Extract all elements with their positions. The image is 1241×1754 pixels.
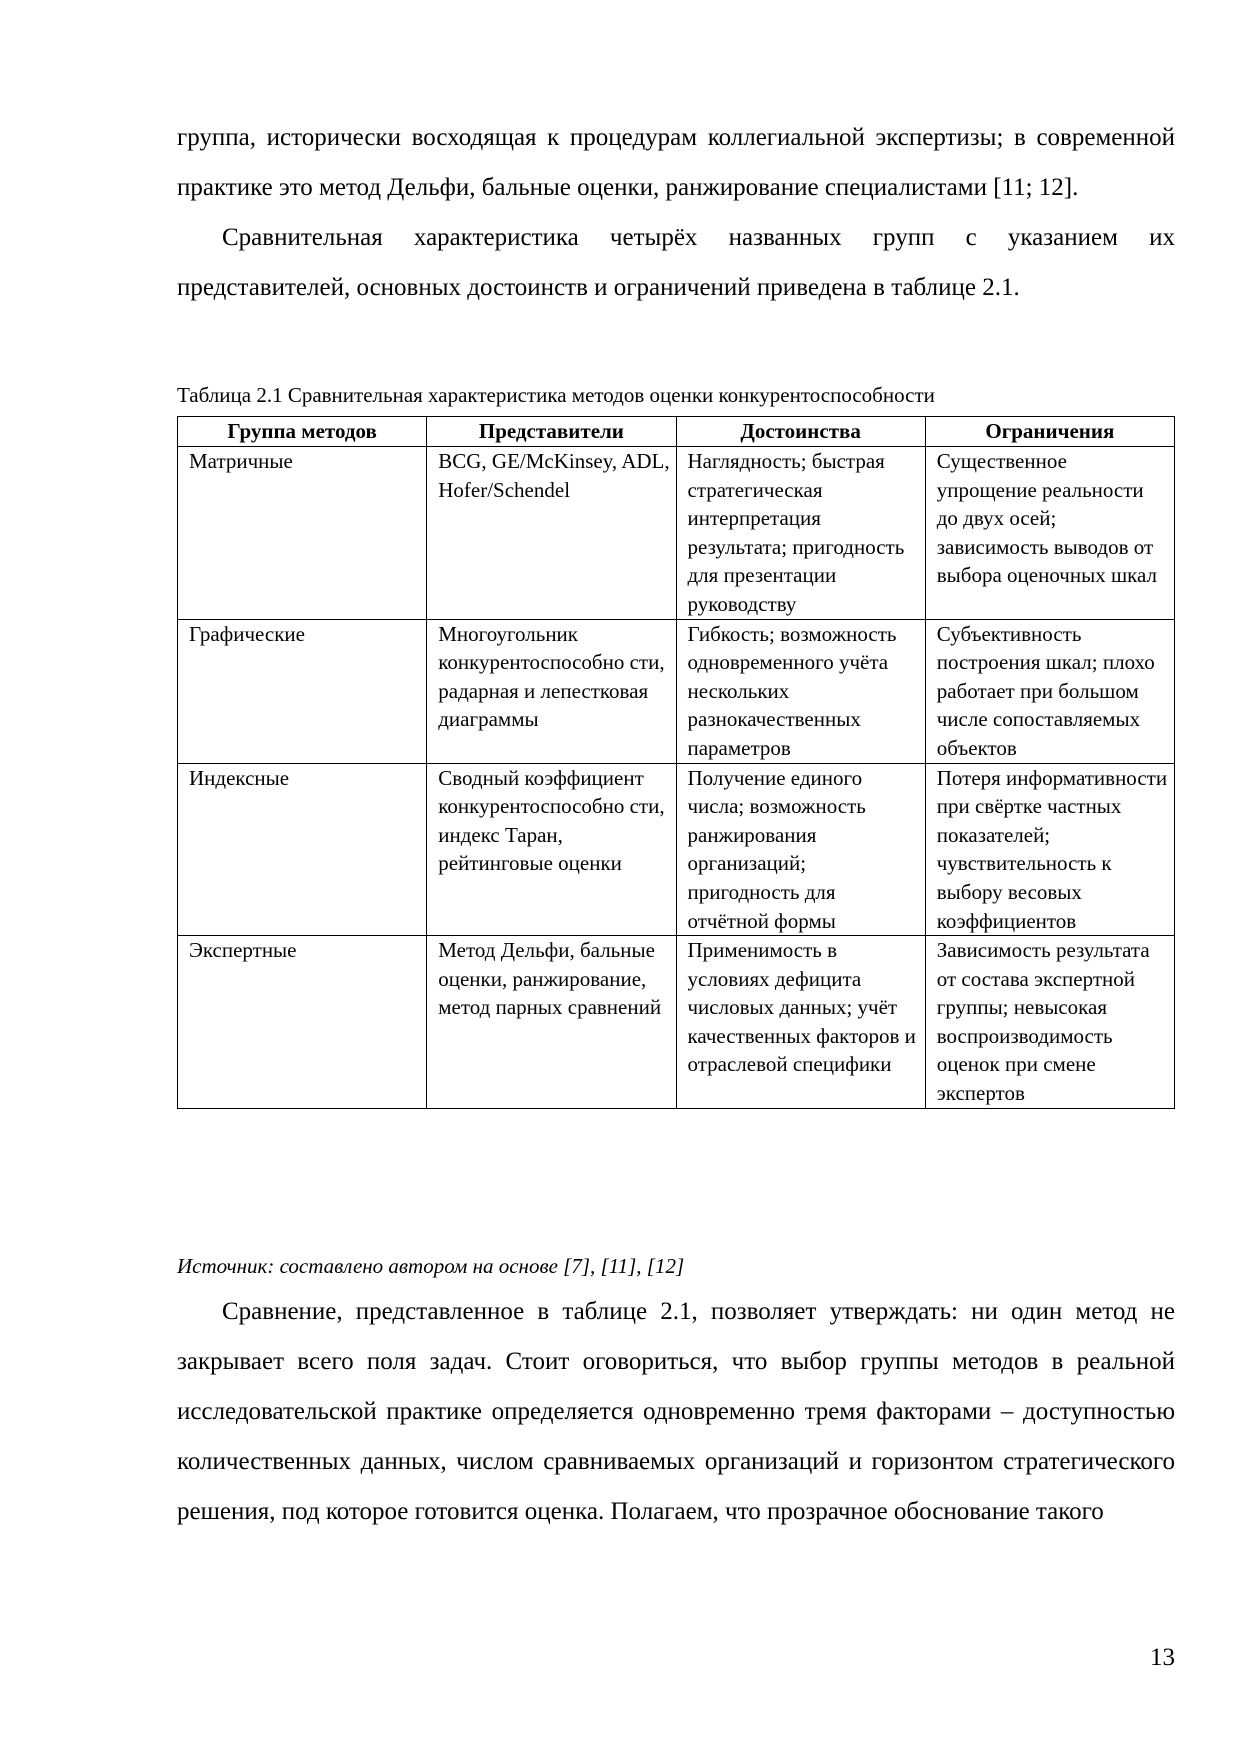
table-cell-advantages: Наглядность; быстрая стратегическая интерпретация результата; пригодность для презентации руководству <box>676 447 925 620</box>
table-header-cell: Ограничения <box>925 417 1174 447</box>
table-header-cell: Представители <box>427 417 676 447</box>
body-text-bottom <box>177 1287 1175 1537</box>
table-row <box>178 936 1175 1109</box>
table-row <box>178 763 1175 936</box>
table-header-row <box>178 417 1175 447</box>
table-cell-group: Графические <box>178 619 427 763</box>
table-cell-representatives: Метод Дельфи, бальные оценки, ранжирование, метод парных сравнений <box>427 936 676 1109</box>
paragraph-conclusion: Сравнение, представленное в таблице 2.1, позволяет утверждать: ни один метод не закрывает всего поля задач. Стоит оговориться, что выбор группы методов в реальной исследовательской практике определяется одновременно тремя факторами – доступностью количественных данных, числом сравниваемых организаций и горизонтом стратегического решения, под которое готовится оценка. Полагаем, что прозрачное обоснование такого <box>177 1298 1175 1525</box>
comparison-table <box>177 416 1175 1109</box>
table-caption: Таблица 2.1 Сравнительная характеристика методов оценки конкурентоспособности <box>177 383 935 407</box>
table-cell-group: Экспертные <box>178 936 427 1109</box>
body-text-top <box>177 113 1175 313</box>
page-number: 13 <box>1150 1644 1175 1671</box>
table-cell-limitations: Потеря информативности при свёртке частных показателей; чувствительность к выбору весовых коэффициентов <box>925 763 1174 936</box>
table-header-cell: Достоинства <box>676 417 925 447</box>
table-cell-advantages: Применимость в условиях дефицита числовых данных; учёт качественных факторов и отраслевой специфики <box>676 936 925 1109</box>
table-cell-group: Индексные <box>178 763 427 936</box>
table-header-cell: Группа методов <box>178 417 427 447</box>
paragraph-intro: Сравнительная характеристика четырёх названных групп с указанием их представителей, основных достоинств и ограничений приведена в таблице 2.1. <box>177 224 1175 301</box>
table-cell-limitations: Субъективность построения шкал; плохо работает при большом числе сопоставляемых объектов <box>925 619 1174 763</box>
table-cell-advantages: Получение единого числа; возможность ранжирования организаций; пригодность для отчётной формы <box>676 763 925 936</box>
table-cell-advantages: Гибкость; возможность одновременного учёта нескольких разнокачественных параметров <box>676 619 925 763</box>
table-row <box>178 619 1175 763</box>
paragraph-continuation: группа, исторически восходящая к процедурам коллегиальной экспертизы; в современной практике это метод Дельфи, бальные оценки, ранжирование специалистами [11; 12]. <box>177 124 1175 201</box>
table-cell-limitations: Зависимость результата от состава экспертной группы; невысокая воспроизводимость оценок при смене экспертов <box>925 936 1174 1109</box>
table-cell-limitations: Существенное упрощение реальности до двух осей; зависимость выводов от выбора оценочных шкал <box>925 447 1174 620</box>
table-cell-representatives: BCG, GE/McKinsey, ADL, Hofer/Schendel <box>427 447 676 620</box>
table-cell-representatives: Сводный коэффициент конкурентоспособно сти, индекс Таран, рейтинговые оценки <box>427 763 676 936</box>
table-source-note: Источник: составлено автором на основе [7], [11], [12] <box>177 1254 685 1278</box>
table-cell-representatives: Многоугольник конкурентоспособно сти, радарная и лепестковая диаграммы <box>427 619 676 763</box>
table-row <box>178 447 1175 620</box>
table-cell-group: Матричные <box>178 447 427 620</box>
